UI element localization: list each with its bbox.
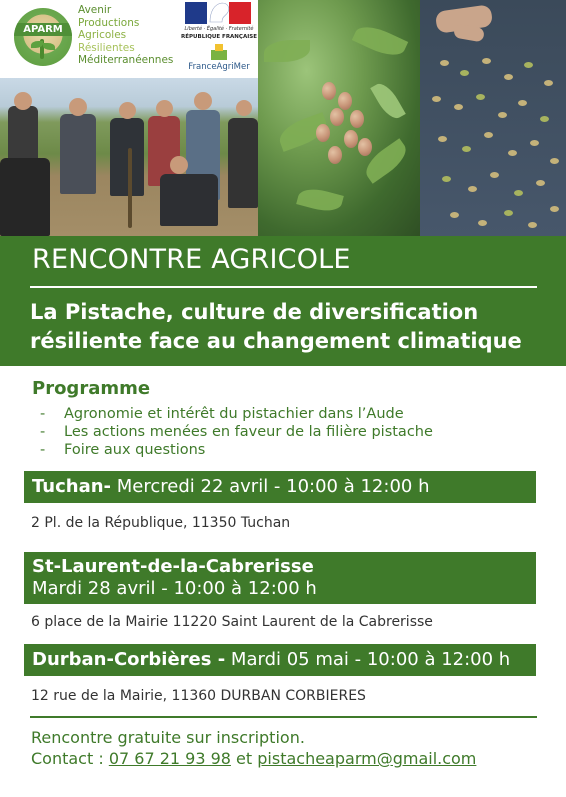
aparm-emblem [14, 8, 72, 66]
programme-item: - Foire aux questions [40, 442, 206, 458]
session-address: 2 Pl. de la République, 11350 Tuchan [31, 515, 291, 531]
programme-item: - Les actions menées en faveur de la filière pistache [40, 424, 433, 440]
aparm-line-2: Productions [78, 16, 140, 29]
session-date: Mercredi 22 avril - 10:00 à 12:00 h [111, 476, 430, 497]
contact-line [31, 749, 476, 768]
phone-link[interactable]: 07 67 21 93 98 [108, 749, 231, 768]
subtitle-line-1: La Pistache, culture de diversification [30, 300, 479, 324]
aparm-badge: APARM [23, 24, 63, 35]
aparm-line-3: Agricoles [78, 29, 127, 41]
page-subtitle [30, 298, 522, 356]
aparm-line-5: Méditerranéennes [78, 54, 174, 66]
page-title: RENCONTRE AGRICOLE [32, 244, 351, 275]
pistachio-tree-photo [258, 0, 420, 236]
session-bar-durban [24, 644, 536, 676]
session-date: Mardi 28 avril - 10:00 à 12:00 h [32, 578, 317, 599]
registration-note: Rencontre gratuite sur inscription. [31, 728, 305, 747]
title-divider [30, 286, 537, 288]
aparm-wordmark [78, 4, 173, 67]
rf-motto: Liberté · Égalité · Fraternité [184, 26, 254, 32]
email-link[interactable]: pistacheaparm@gmail.com [257, 749, 477, 768]
aparm-line-1: Avenir [78, 4, 112, 16]
session-place: Durban-Corbières - [32, 649, 226, 670]
programme-heading: Programme [32, 378, 151, 399]
aparm-line-4: Résilientes [78, 41, 135, 54]
session-date: Mardi 05 mai - 10:00 à 12:00 h [225, 649, 511, 670]
session-place: Tuchan- [32, 476, 112, 497]
pistachio-sorting-photo [420, 0, 566, 236]
footer-divider [30, 716, 537, 718]
session-bar-st-laurent [24, 552, 536, 604]
subtitle-line-2: résiliente face au changement climatique [30, 329, 522, 353]
contact-label: Contact : [31, 749, 109, 768]
session-bar-tuchan [24, 471, 536, 503]
rf-name: RÉPUBLIQUE FRANÇAISE [181, 34, 257, 40]
aparm-logo [0, 0, 180, 78]
programme-list [40, 405, 433, 459]
franceagrimer-icon [211, 44, 227, 60]
marianne-icon [198, 0, 238, 24]
franceagrimer-label: FranceAgriMer [188, 62, 250, 72]
republique-francaise-logo [180, 0, 258, 78]
session-address: 12 rue de la Mairie, 11360 DURBAN CORBIERES [31, 688, 366, 704]
programme-item: - Agronomie et intérêt du pistachier dans l’Aude [40, 406, 404, 422]
group-photo [0, 78, 258, 236]
contact-connector: et [230, 749, 258, 768]
session-address: 6 place de la Mairie 11220 Saint Laurent de la Cabrerisse [31, 614, 433, 630]
session-place: St-Laurent-de-la-Cabrerisse [32, 556, 314, 577]
